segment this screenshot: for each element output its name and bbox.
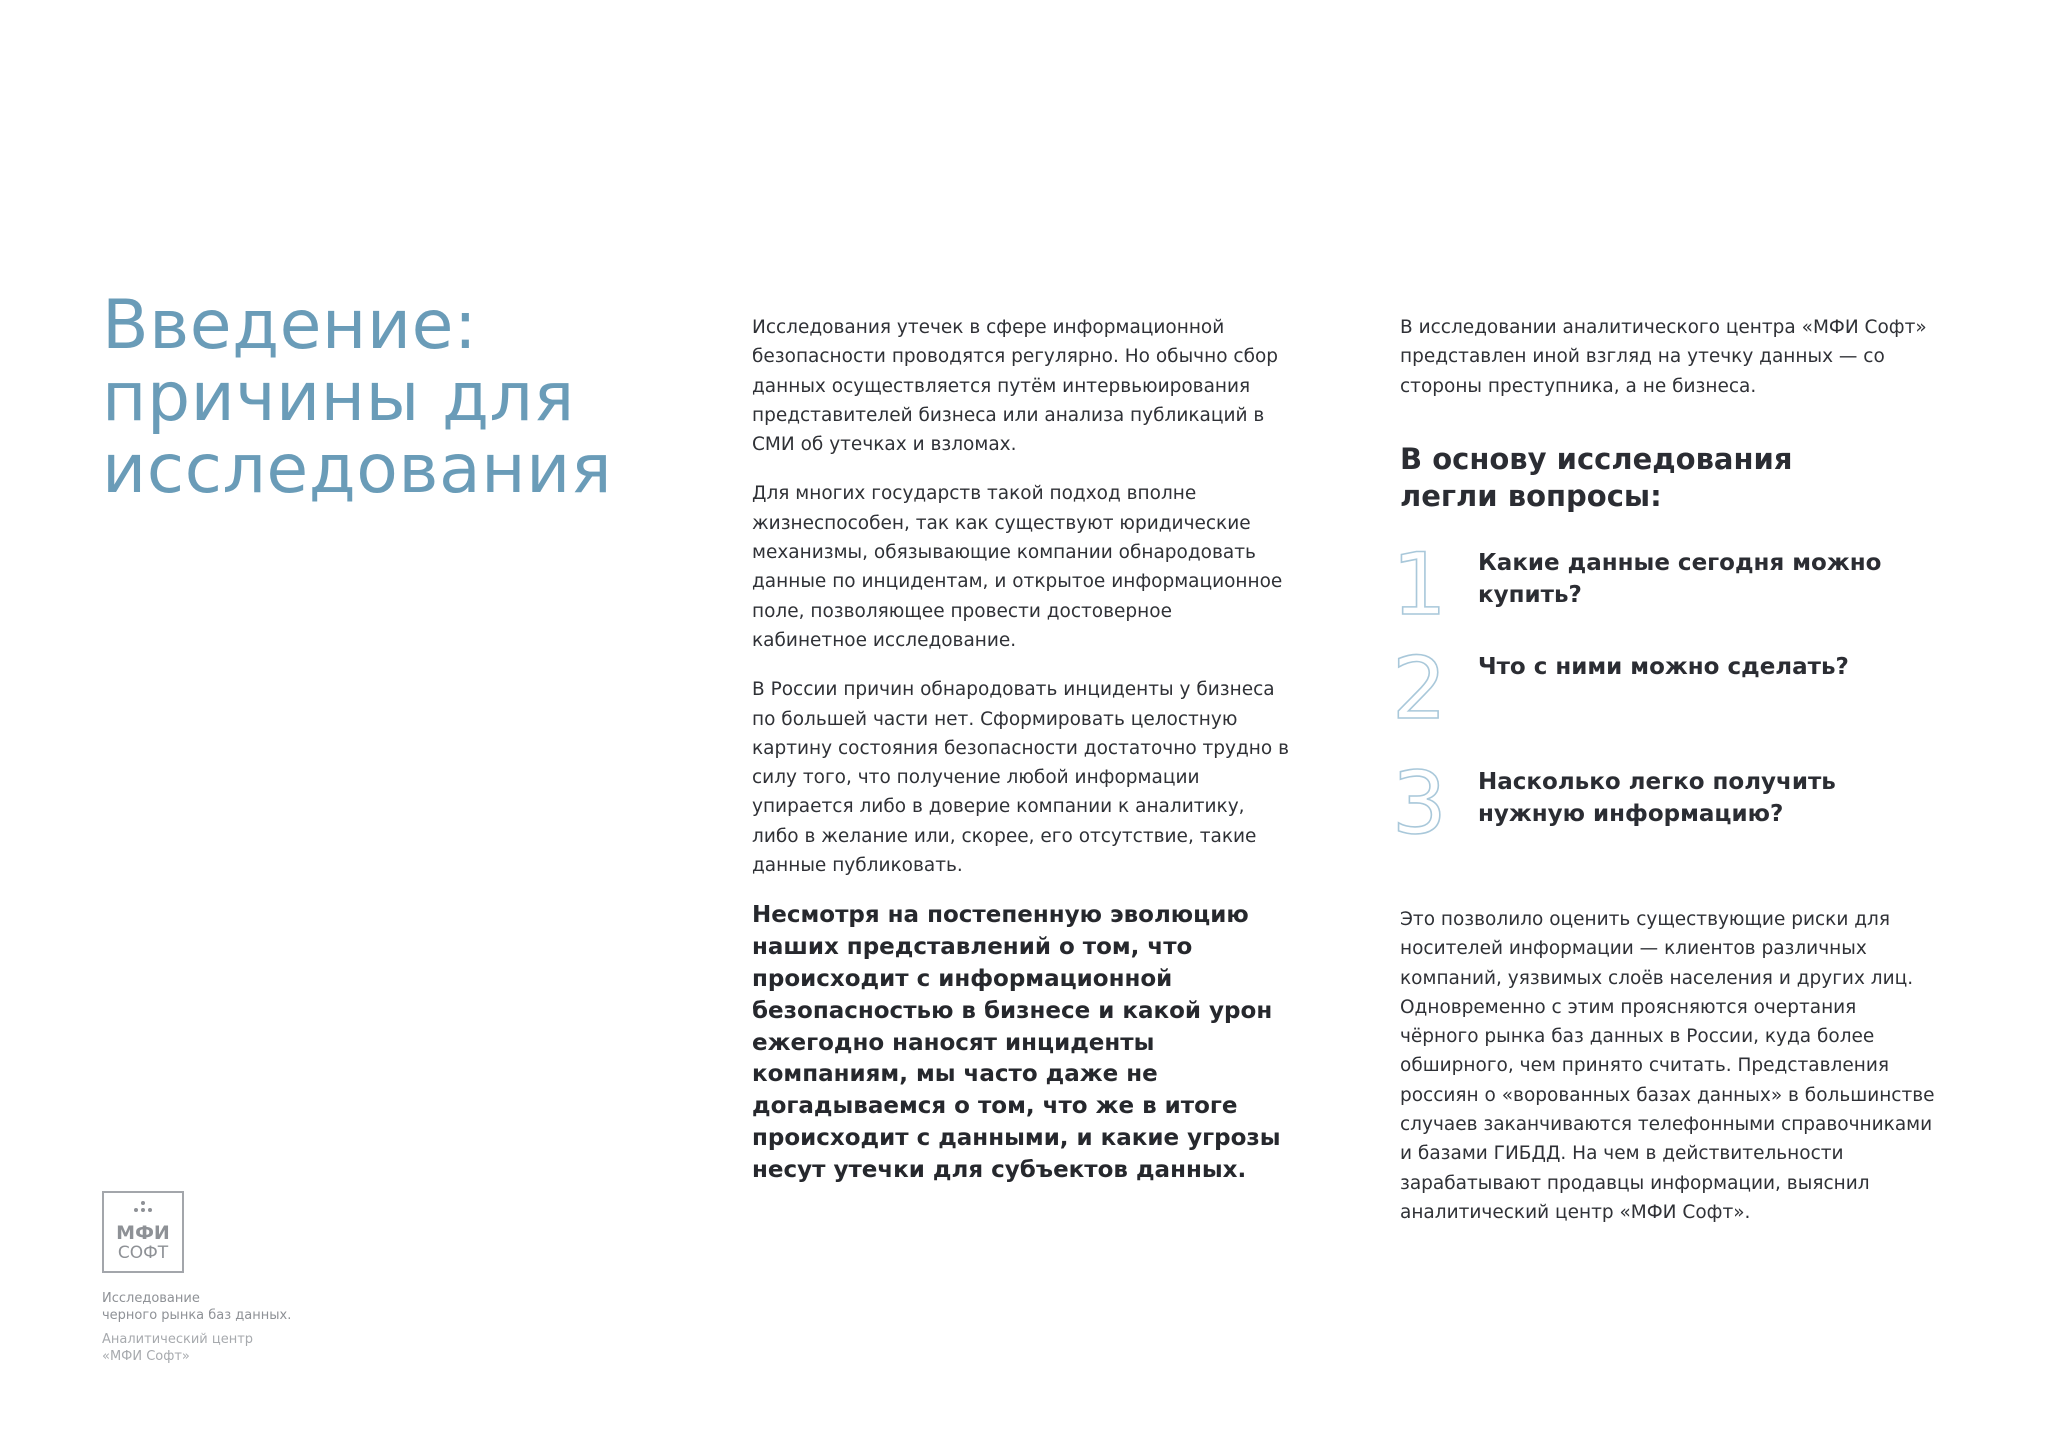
conclusion-text: Это позволило оценить существующие риски для носителей информации — клиентов различных компаний, уязвимых слоёв населения и других лиц. Одновременно с этим проясняются очертания чёрного рынка баз данных в России, куда более обширного, чем принято считать. Представления россиян о «ворованных базах данных» в большинстве случаев заканчиваются телефонными справочниками и базами ГИБДД. На чем в действительности зарабатывают продавцы информации, выяснил аналитический центр «МФИ Софт». [1400, 909, 1935, 1223]
question-number: 1 [1392, 535, 1447, 635]
intro-paragraph: Исследования утечек в сфере информационной безопасности проводятся регулярно. Но обычно сбор данных осуществляется путём интервьюирования представителей бизнеса или анализа публикаций в СМИ об утечках и взломах. [752, 317, 1279, 456]
intro-paragraph: В России причин обнародовать инциденты у бизнеса по большей части нет. Сформировать целостную картину состояния безопасности достаточно трудно в силу того, что получение любой информации упирается либо в доверие компании к аналитику, либо в желание или, скорее, его отсутствие, такие данные публиковать. [752, 679, 1289, 877]
footer-caption [102, 1291, 402, 1373]
question-item [1392, 754, 1912, 854]
logo-dots-icon [104, 1201, 182, 1219]
company-logo [102, 1191, 184, 1273]
question-text: Что с ними можно сделать? [1478, 654, 1849, 680]
question-number: 2 [1392, 639, 1447, 739]
intro-column [752, 313, 1292, 1207]
footer-line: «МФИ Софт» [102, 1348, 190, 1364]
logo-line-2: СОФТ [117, 1243, 169, 1263]
footer-line: черного рынка баз данных. [102, 1307, 292, 1323]
lead-paragraph: Несмотря на постепенную эволюцию наших представлений о том, что происходит с информационной безопасностью в бизнесе и какой урон ежегодно наносят инциденты компаниям, мы часто даже не догадываемся о том, что же в итоге происходит с данными, и какие угрозы несут утечки для субъектов данных. [752, 902, 1281, 1183]
research-intro [1400, 313, 1940, 421]
questions-heading: В основу исследования легли вопросы: [1400, 442, 1793, 513]
research-intro-text: В исследовании аналитического центра «МФИ Софт» представлен иной взгляд на утечку данных — со стороны преступника, а не бизнеса. [1400, 317, 1927, 397]
logo-line-1: МФИ [116, 1222, 170, 1244]
intro-paragraph: Для многих государств такой подход вполне жизнеспособен, так как существуют юридические механизмы, обязывающие компании обнародовать данные по инцидентам, и открытое информационное поле, позволяющее провести достоверное кабинетное исследование. [752, 483, 1283, 651]
question-item [1392, 535, 1912, 635]
footer-line: Исследование [102, 1291, 200, 1306]
question-number: 3 [1392, 754, 1447, 854]
footer-line: Аналитический центр [102, 1332, 254, 1347]
question-text: Какие данные сегодня можно купить? [1478, 550, 1882, 608]
question-item [1392, 639, 1912, 739]
page-title: Введение: причины для исследования [102, 286, 613, 509]
question-text: Насколько легко получить нужную информацию? [1478, 769, 1836, 827]
